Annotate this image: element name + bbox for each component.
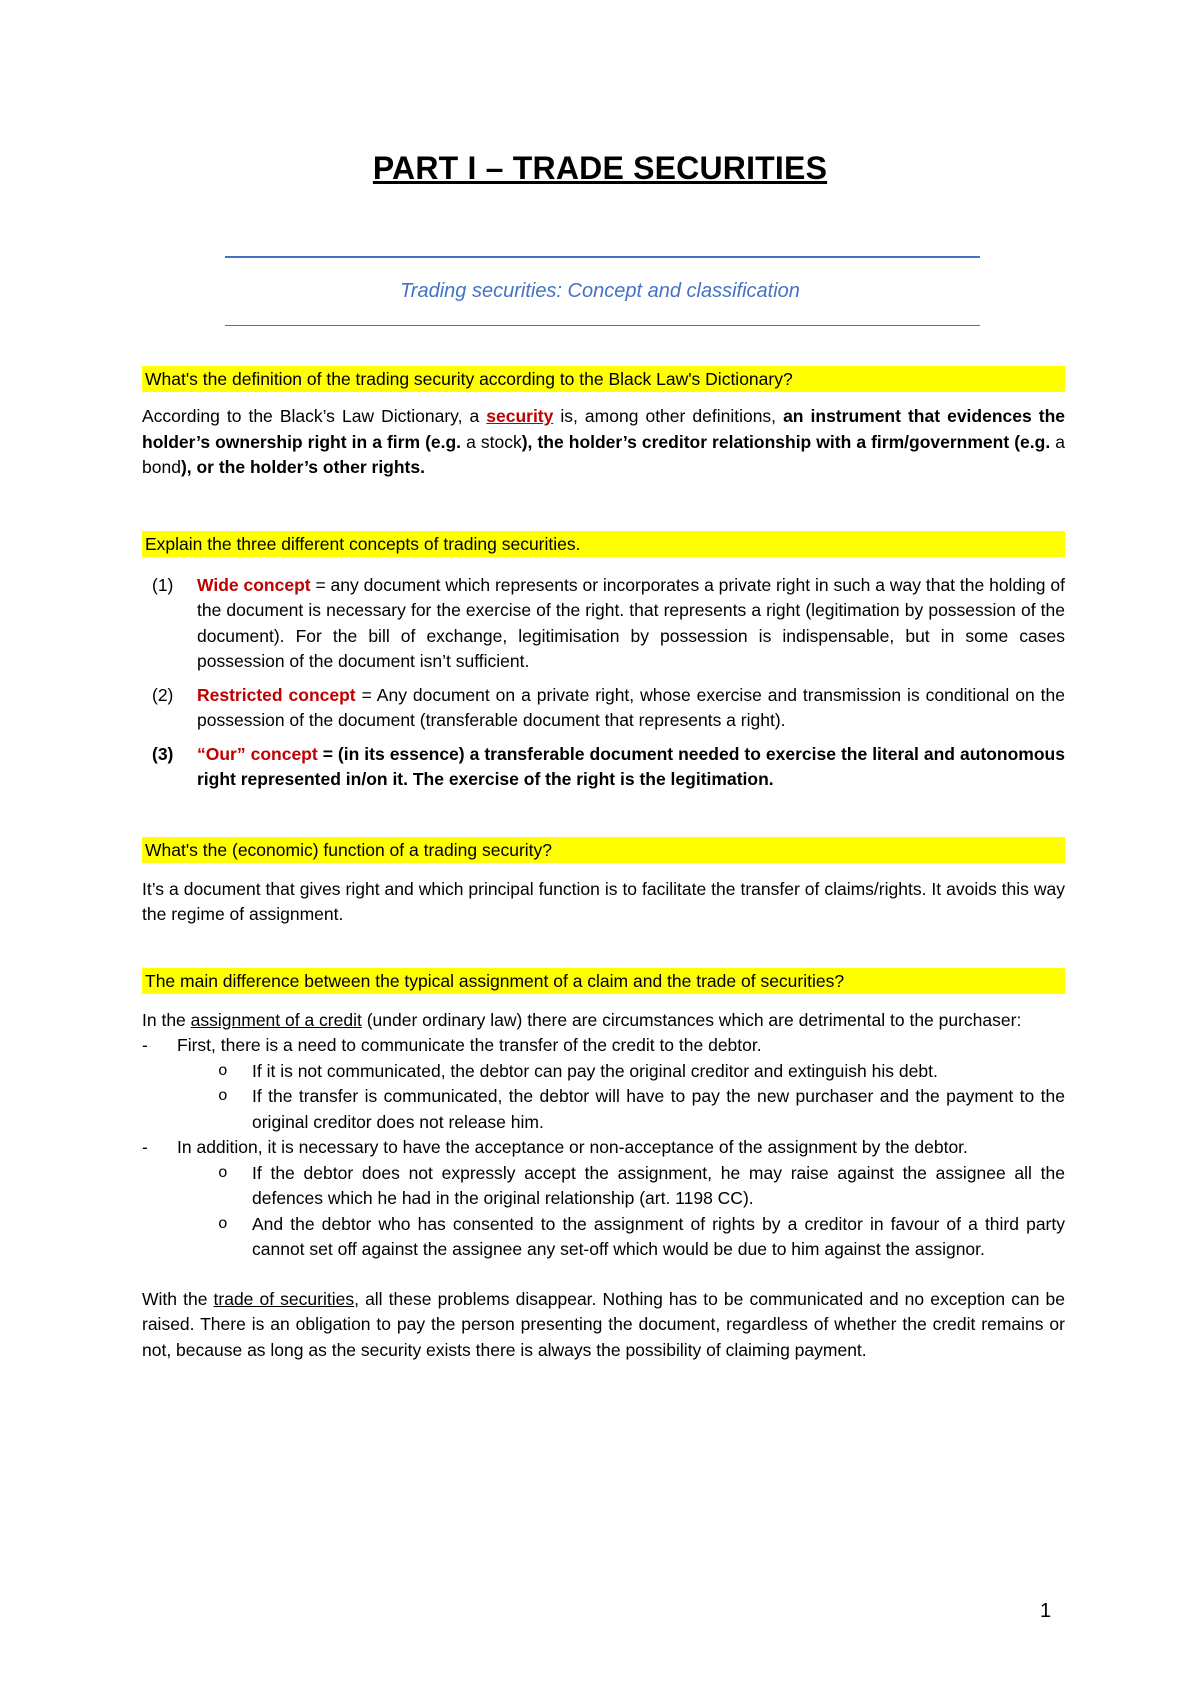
question-function: What's the (economic) function of a trading security?: [142, 837, 1065, 863]
item-number: (3): [152, 743, 174, 764]
bullet-marker: o: [218, 1214, 228, 1233]
assignment-term: assignment of a credit: [190, 1009, 362, 1030]
question-definition: What's the definition of the trading security according to the Black Law's Dictionary?: [142, 366, 1065, 392]
concept-item-wide: (1) Wide concept = any document which represents or incorporates a private right in such a way that the holding of the document is necessary for the exercise of the right. that represents a right (legitimation by possession of the document). For the bill of exchange, legitimisation by possession is indispensable, but in some cases possession of the document isn’t sufficient.: [152, 573, 1065, 675]
answer-function: It’s a document that gives right and which principal function is to facilitate the transfer of claims/rights. It avoids this way the regime of assignment.: [142, 878, 1065, 924]
bullet-marker: o: [218, 1163, 228, 1182]
page-number: 1: [1040, 1600, 1052, 1622]
item-number: (1): [152, 574, 174, 595]
sub-list-item: o If it is not communicated, the debtor can pay the original creditor and extinguish his debt.: [218, 1059, 1065, 1085]
bullet-marker: o: [218, 1087, 228, 1105]
security-term: security: [486, 406, 554, 426]
list-item: - First, there is a need to communicate the transfer of the credit to the debtor.: [142, 1033, 1065, 1059]
concept-term: “Our” concept: [197, 743, 318, 764]
subtitle-top-rule: [225, 256, 980, 258]
item-number: (2): [152, 684, 174, 705]
concept-item-our: (3) “Our” concept = (in its essence) a transferable document needed to exercise the literal and autonomous right represented in/on it. The exercise of the right is the legitimation.: [152, 742, 1065, 793]
subtitle-bottom-rule: [225, 325, 980, 326]
trade-term: trade of securities: [213, 1288, 355, 1309]
answer-difference-intro: In the assignment of a credit (under ordinary law) there are circumstances which are detrimental to the purchaser:: [142, 1009, 1022, 1030]
dash-marker: -: [142, 1137, 148, 1157]
sub-list-item: o If the debtor does not expressly accept the assignment, he may raise against the assignee all the defences which he had in the original relationship (art. 1198 CC).: [218, 1161, 1065, 1212]
bullet-marker: o: [218, 1061, 228, 1080]
question-concepts: Explain the three different concepts of trading securities.: [142, 531, 1065, 557]
answer-difference-closing: With the trade of securities, all these problems disappear. Nothing has to be communicated and no exception can be raised. There is an obligation to pay the person presenting the document, regardless of whether the credit remains or not, because as long as the security exists there is always the possibility of claiming payment.: [142, 1288, 1065, 1360]
document-body: [142, 366, 1065, 1363]
concept-term: Restricted concept: [197, 684, 356, 705]
answer-definition: According to the Black’s Law Dictionary, a security is, among other definitions, an instrument that evidences the holder’s ownership right in a firm (e.g. a stock), the holder’s creditor relationship with a firm/government (e.g. a bond), or the holder’s other rights.: [142, 406, 1065, 477]
document-subtitle: Trading securities: Concept and classification: [400, 280, 800, 302]
concept-item-restricted: (2) Restricted concept = Any document on a private right, whose exercise and transmission is conditional on the possession of the document (transferable document that represents a right).: [152, 683, 1065, 734]
list-item: - In addition, it is necessary to have the acceptance or non-acceptance of the assignment by the debtor.: [142, 1135, 1065, 1161]
dash-marker: -: [142, 1035, 148, 1055]
document-title: PART I – TRADE SECURITIES: [372, 150, 828, 186]
sub-list-item: o If the transfer is communicated, the debtor will have to pay the new purchaser and the payment to the original creditor does not release him.: [218, 1084, 1065, 1135]
sub-list-item: o And the debtor who has consented to the assignment of rights by a creditor in favour of a third party cannot set off against the assignee any set-off which would be due to him against the assignor.: [218, 1212, 1065, 1263]
question-difference: The main difference between the typical assignment of a claim and the trade of securities?: [142, 968, 1065, 994]
concept-term: Wide concept: [197, 574, 311, 595]
